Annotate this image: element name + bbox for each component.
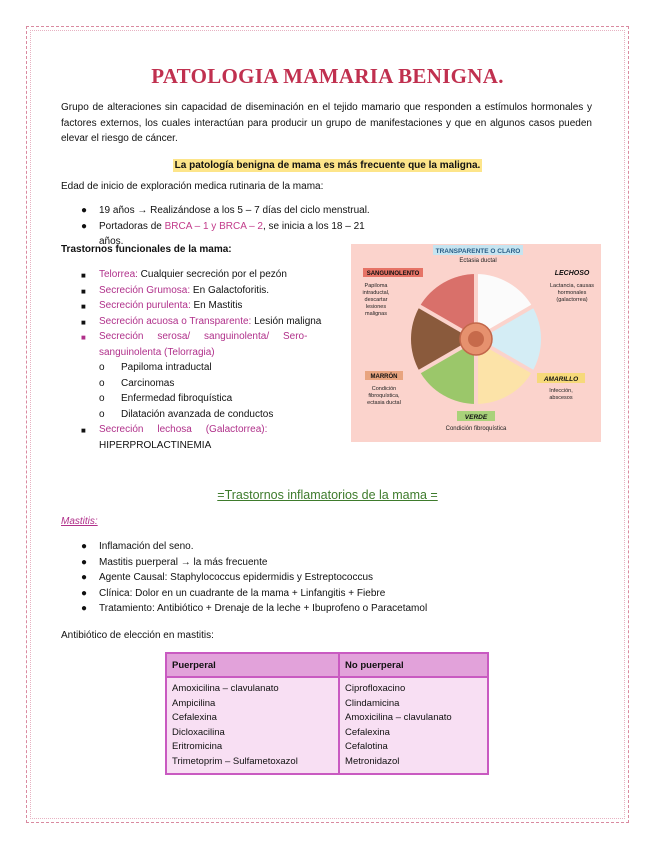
table-row xyxy=(166,677,488,774)
svg-text:lesiones: lesiones xyxy=(365,304,387,310)
list-item: ■ Secreción purulenta: En Mastitis xyxy=(81,300,243,311)
list-item: ■ Telorrea: Cualquier secreción por el pezón xyxy=(81,269,287,280)
label-clear-desc: Ectasia ductal xyxy=(459,258,497,264)
brca-accent: BRCA – 1 y BRCA – 2 xyxy=(164,220,263,232)
list-item: o Enfermedad fibroquística xyxy=(99,393,233,404)
label-clear-title: TRANSPARENTE O CLARO xyxy=(435,248,521,255)
column-header-no-puerperal: No puerperal xyxy=(339,653,488,677)
svg-text:descartar: descartar xyxy=(364,297,388,303)
svg-text:abscesos: abscesos xyxy=(549,395,573,401)
svg-text:intraductal,: intraductal, xyxy=(362,290,390,296)
list-item: HIPERPROLACTINEMIA xyxy=(99,439,212,451)
list-item: ■ Secreción Grumosa: En Galactoforitis. xyxy=(81,284,270,296)
table-header-row xyxy=(166,653,488,677)
svg-text:Papiloma: Papiloma xyxy=(364,283,388,289)
svg-text:fibroquística,: fibroquística, xyxy=(368,393,400,399)
label-green-title: VERDE xyxy=(464,414,488,421)
list-item: o Papiloma intraductal xyxy=(99,362,212,373)
list-item: ● Clínica: Dolor en un cuadrante de la mama + Linfangitis + Fiebre xyxy=(81,587,386,599)
svg-text:Lactancia, causas: Lactancia, causas xyxy=(549,283,595,289)
list-item: ● Tratamiento: Antibiótico + Drenaje de la leche + Ibuprofeno o Paracetamol xyxy=(81,603,428,614)
functional-heading: Trastornos funcionales de la mama: xyxy=(61,244,232,255)
svg-text:Infección,: Infección, xyxy=(549,388,573,394)
no-puerperal-cell: Ciprofloxacino Clindamicina Amoxicilina – clavulanato Cefalexina Cefalotina Metronidazol xyxy=(339,677,488,774)
list-item: ● Agente Causal: Staphylococcus epidermidis y Estreptococcus xyxy=(81,572,374,583)
svg-text:hormonales: hormonales xyxy=(557,290,587,296)
serosa-sublist xyxy=(61,360,343,422)
list-item: ● Portadoras de BRCA – 1 y BRCA – 2, se inicia a los 18 – 21 años. xyxy=(81,220,365,247)
list-item: ■ Secreción acuosa o Transparente: Lesión maligna xyxy=(81,315,322,327)
mastitis-list xyxy=(61,539,581,617)
page-title: PATOLOGIA MAMARIA BENIGNA. xyxy=(151,64,504,88)
svg-text:Condición: Condición xyxy=(371,386,397,392)
intro-paragraph: Grupo de alteraciones sin capacidad de diseminación en el tejido mamario que responden a estímulos hormonales y factores externos, los cuales interactúan para producir un grupo de manifestaciones y que en algunos casos pueden elevar el riesgo de cáncer. xyxy=(61,102,592,144)
label-bloody-title: SANGUINOLENTO xyxy=(366,271,420,277)
antibiotic-heading: Antibiótico de elección en mastitis: xyxy=(61,630,214,641)
list-item: ■ Secreción serosa/ sanguinolenta/ Sero- xyxy=(81,331,308,342)
section-title-inflammatory: =Trastornos inflamatorios de la mama = xyxy=(217,488,438,502)
highlight-text: La patología benigna de mama es más frecuente que la maligna. xyxy=(174,160,481,171)
list-item: o Dilatación avanzada de conductos xyxy=(99,408,274,420)
list-item: sanguinolenta (Telorragia) xyxy=(99,346,215,358)
list-item: ● 19 años → Realizándose a los 5 – 7 días del ciclo menstrual. xyxy=(81,205,370,216)
label-green-desc: Condición fibroquística xyxy=(445,426,507,432)
puerperal-cell: Amoxicilina – clavulanato Ampicilina Cefalexina Dicloxacilina Eritromicina Trimetoprim – Sulfametoxazol xyxy=(166,677,339,774)
list-item: ■ Secreción lechosa (Galactorrea): xyxy=(81,424,268,435)
highlight-line xyxy=(0,155,655,173)
list-item: ● Inflamación del seno. xyxy=(81,541,194,552)
nipple-discharge-diagram xyxy=(351,244,601,442)
label-yellow-title: AMARILLO xyxy=(543,376,579,383)
functional-list xyxy=(61,267,343,453)
antibiotic-table xyxy=(165,652,489,775)
label-brown-title: MARRÓN xyxy=(370,374,398,380)
column-header-puerperal: Puerperal xyxy=(166,653,339,677)
exploration-heading: Edad de inicio de exploración medica rutinaria de la mama: xyxy=(61,181,324,192)
label-milky-title: LECHOSO xyxy=(554,270,590,277)
svg-text:(galactorrea): (galactorrea) xyxy=(556,297,588,303)
list-item: ● Mastitis puerperal → la más frecuente xyxy=(81,556,268,568)
svg-text:malignas: malignas xyxy=(364,311,388,317)
svg-text:ectasia ductal: ectasia ductal xyxy=(367,400,401,406)
mastitis-label: Mastitis: xyxy=(61,516,98,527)
list-item: o Carcinomas xyxy=(99,377,175,389)
